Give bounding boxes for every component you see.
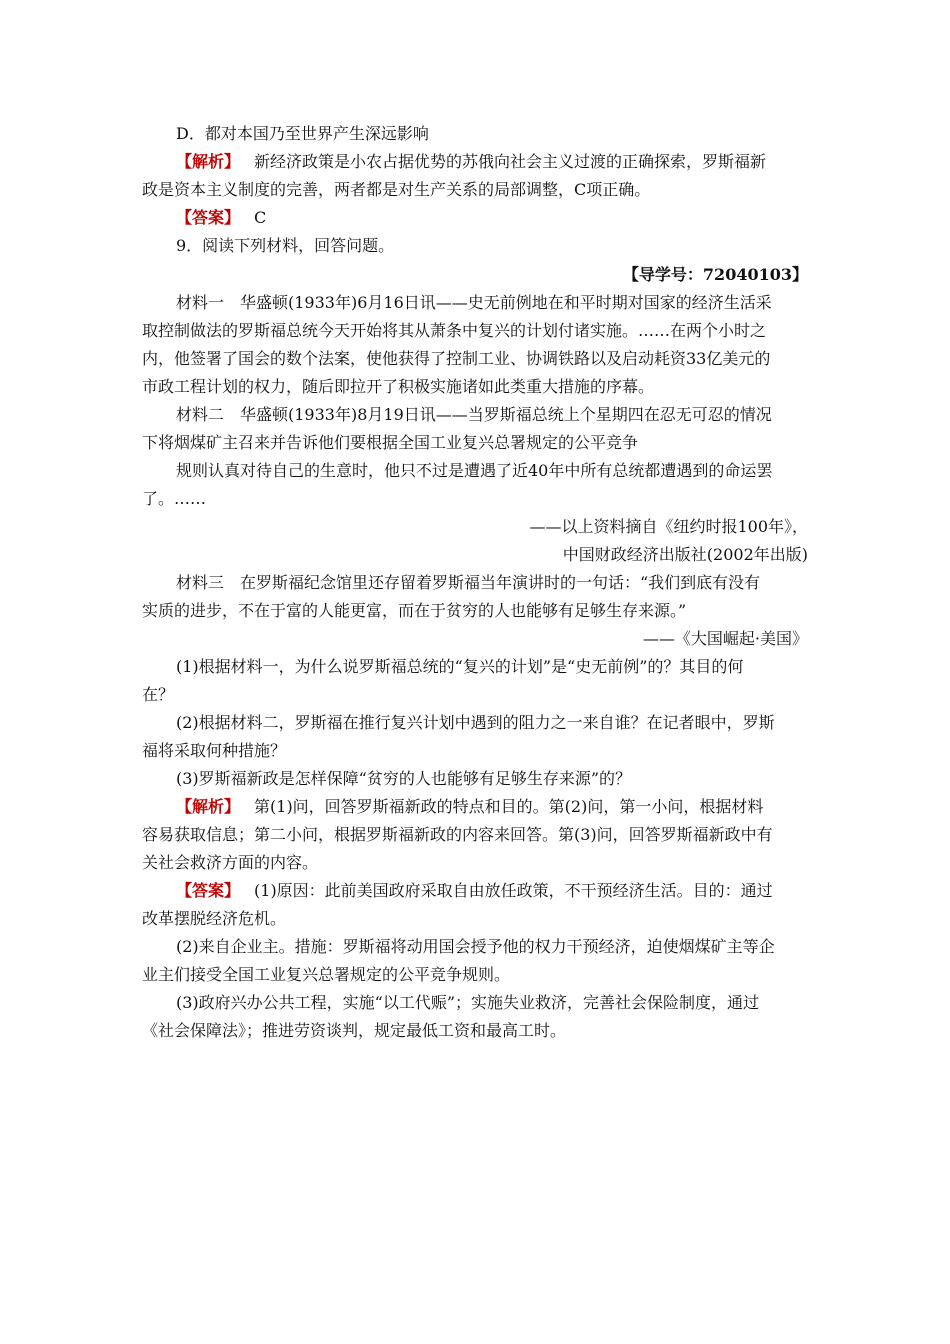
answer-2: 【答案】 (1)原因：此前美国政府采取自由放任政策，不干预经济生活。目的：通过	[176, 881, 773, 900]
guide-number: 【导学号：72040103】	[622, 265, 808, 284]
material-1-l3: 内，他签署了国会的数个法案，使他获得了控制工业、协调铁路以及启动耗资33亿美元的	[142, 349, 771, 368]
material-3: 材料三 在罗斯福纪念馆里还存留着罗斯福当年演讲时的一句话：“我们到底有没有	[176, 573, 761, 592]
sub-question-1-cont: 在？	[142, 685, 175, 704]
material-3-l2: 实质的进步，不在于富的人能更富，而在于贫穷的人也能够有足够生存来源。”	[142, 601, 687, 620]
answer-2-part2: (2)来自企业主。措施：罗斯福将动用国会授予他的权力干预经济，迫使烟煤矿主等企	[176, 937, 775, 956]
answer-2-part3: (3)政府兴办公共工程，实施“以工代赈”；实施失业救济，完善社会保险制度，通过	[176, 993, 760, 1012]
source-3: ——《大国崛起·美国》	[642, 629, 808, 648]
answer-tag: 【答案】	[176, 208, 241, 227]
sub-question-3: (3)罗斯福新政是怎样保障“贫穷的人也能够有足够生存来源”的？	[176, 769, 632, 788]
answer-tag: 【答案】	[176, 881, 241, 900]
answer-2-l2: 改革摆脱经济危机。	[142, 909, 287, 928]
analysis-2-l3: 关社会救济方面的内容。	[142, 853, 319, 872]
material-2-l2: 下将烟煤矿主召来并告诉他们要根据全国工业复兴总署规定的公平竞争	[142, 433, 639, 452]
sub-question-2: (2)根据材料二，罗斯福在推行复兴计划中遇到的阻力之一来自谁？在记者眼中，罗斯	[176, 713, 775, 732]
analysis-1: 【解析】 新经济政策是小农占据优势的苏俄向社会主义过渡的正确探索，罗斯福新	[176, 152, 767, 171]
material-1-l4: 市政工程计划的权力，随后即拉开了积极实施诸如此类重大措施的序幕。	[142, 377, 655, 396]
option-d: D．都对本国乃至世界产生深远影响	[176, 124, 429, 143]
material-1-l2: 取控制做法的罗斯福总统今天开始将其从萧条中复兴的计划付诸实施。……在两个小时之	[142, 321, 767, 340]
answer-1: 【答案】 C	[176, 208, 267, 227]
question-9: 9．阅读下列材料，回答问题。	[176, 236, 395, 255]
material-2: 材料二 华盛顿(1933年)8月19日讯——当罗斯福总统上个星期四在忍无可忍的情况	[176, 405, 772, 424]
sub-question-1: (1)根据材料一，为什么说罗斯福总统的“复兴的计划”是“史无前例”的？其目的何	[176, 657, 744, 676]
material-1: 材料一 华盛顿(1933年)6月16日讯——史无前例地在和平时期对国家的经济生活采	[176, 293, 772, 312]
answer-2-part2-cont: 业主们接受全国工业复兴总署规定的公平竞争规则。	[142, 965, 511, 984]
sub-question-2-cont: 福将采取何种措施？	[142, 741, 287, 760]
source-1: ——以上资料摘自《纽约时报100年》，	[529, 517, 808, 536]
analysis-tag: 【解析】	[176, 797, 241, 816]
material-2-l3: 规则认真对待自己的生意时，他只不过是遭遇了近40年中所有总统都遭遇到的命运罢	[176, 461, 773, 480]
analysis-2-l2: 容易获取信息；第二小问，根据罗斯福新政的内容来回答。第(3)问，回答罗斯福新政中有	[142, 825, 773, 844]
analysis-tag: 【解析】	[176, 152, 241, 171]
source-2: 中国财政经济出版社(2002年出版)	[562, 545, 808, 564]
analysis-2: 【解析】 第(1)问，回答罗斯福新政的特点和目的。第(2)问，第一小问，根据材料	[176, 797, 764, 816]
material-2-l4: 了。……	[142, 489, 207, 508]
answer-2-part3-cont: 《社会保障法》；推进劳资谈判，规定最低工资和最高工时。	[142, 1021, 567, 1040]
analysis-1-cont: 政是资本主义制度的完善，两者都是对生产关系的局部调整，C项正确。	[142, 180, 651, 199]
